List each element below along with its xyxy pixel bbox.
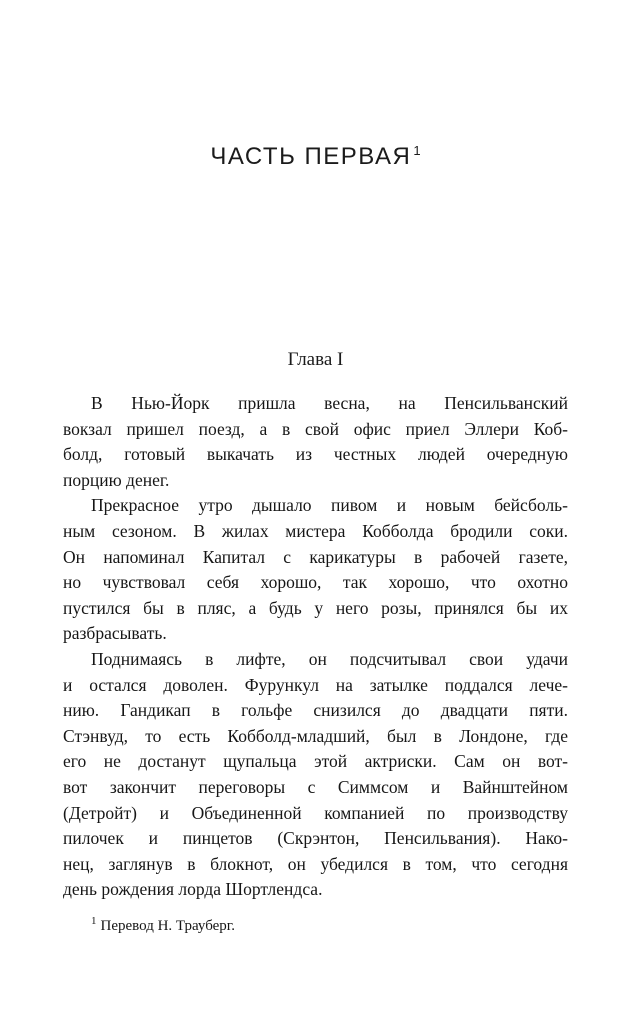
- text-line: и остался доволен. Фурункул на затылке поддался лече-: [63, 674, 568, 695]
- footnote-text: Перевод Н. Трауберг.: [100, 917, 236, 934]
- footnote: [63, 912, 568, 936]
- text-line: пилочек и пинцетов (Скрэнтон, Пенсильвания). Нако-: [63, 828, 568, 849]
- text-line: разбрасывать.: [63, 623, 167, 644]
- text-line: болд, готовый выкачать из честных людей очередную: [63, 444, 568, 465]
- text-line: Стэнвуд, то есть Кобболд-младший, был в Лондоне, где: [63, 725, 568, 746]
- text-line: его не достанут щупальца этой актриски. Сам он вот-: [63, 751, 568, 772]
- body-text: [63, 391, 568, 903]
- text-line: порцию денег.: [63, 469, 170, 490]
- text-line: вокзал пришел поезд, а в свой офис приел Эллери Коб-: [63, 418, 568, 439]
- text-line: пустился бы в пляс, а будь у него розы, принялся бы их: [63, 597, 568, 618]
- footnote-reference: 1: [91, 914, 97, 927]
- paragraph: [63, 493, 568, 647]
- part-title-text: ЧАСТЬ ПЕРВАЯ: [210, 143, 412, 170]
- text-line: В Нью-Йорк пришла весна, на Пенсильванский: [91, 393, 568, 413]
- text-line: ным сезоном. В жилах мистера Кобболда бродили соки.: [63, 520, 568, 541]
- text-line: Он напоминал Капитал с карикатуры в рабочей газете,: [63, 546, 568, 567]
- part-footnote-reference: 1: [413, 143, 421, 158]
- text-line: Прекрасное утро дышало пивом и новым бейсболь-: [91, 495, 568, 516]
- text-line: нию. Гандикап в гольфе снизился до двадцати пяти.: [63, 700, 568, 721]
- paragraph: [63, 647, 568, 903]
- text-line: вот закончит переговоры с Симмсом и Вайнштейном: [63, 776, 568, 797]
- paragraph: [63, 391, 568, 493]
- text-line: Поднимаясь в лифте, он подсчитывал свои удачи: [91, 648, 568, 669]
- text-line: нец, заглянув в блокнот, он убедился в том, что сегодня: [63, 853, 568, 874]
- part-title: [63, 139, 568, 169]
- text-line: день рождения лорда Шортлендса.: [63, 879, 323, 900]
- text-line: (Детройт) и Объединенной компанией по производству: [63, 802, 568, 823]
- chapter-heading: Глава I: [287, 349, 344, 370]
- text-line: но чувствовал себя хорошо, так хорошо, что охотно: [63, 572, 568, 593]
